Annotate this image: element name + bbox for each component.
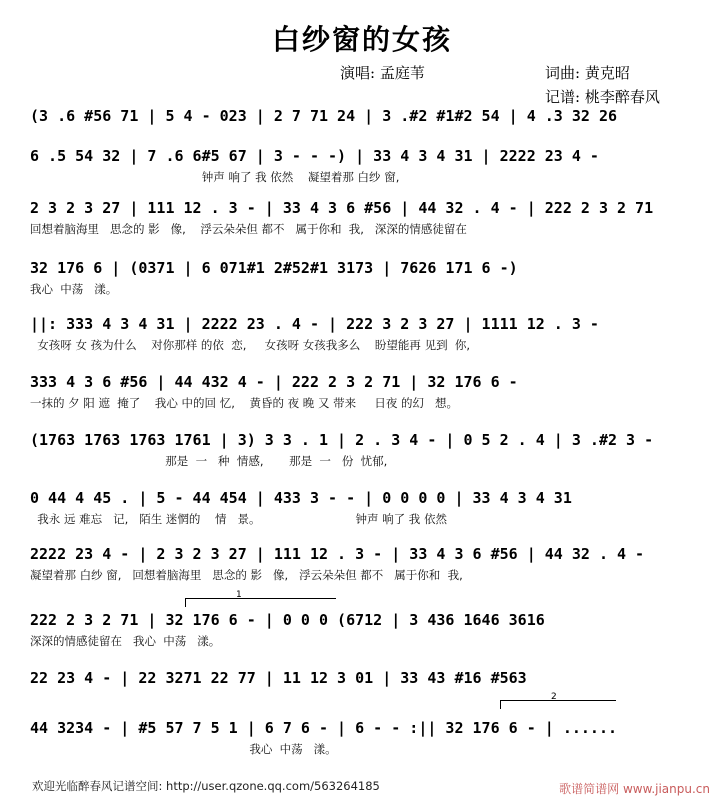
site-watermark: 歌谱简谱网 www.jianpu.cn (559, 782, 710, 796)
second-ending-bracket (500, 692, 616, 709)
notes-line: ||: 333 4 3 4 31 | 2222 23 . 4 - | 222 3 2 3 27 | 1111 12 . 3 - (30, 315, 599, 333)
notes-line: (1763 1763 1763 1761 | 3) 3 3 . 1 | 2 . 3 4 - | 0 5 2 . 4 | 3 .#2 3 - (30, 431, 654, 449)
staff-row-6 (30, 370, 690, 412)
footer-credit: 欢迎光临醉春风记谱空间: http://user.qzone.qq.com/563264185 (32, 779, 380, 793)
notes-line: 22 23 4 - | 22 3271 22 77 | 11 12 3 01 | 33 43 #16 #563 (30, 669, 527, 687)
lyrics-line: 女孩呀 女 孩为什么 对你那样 的依 恋, 女孩呀 女孩我多么 盼望能再 见到 你, (30, 338, 471, 352)
lyrics-line: 我心 中荡 漾。 (30, 742, 337, 756)
lyrics-line: 我心 中荡 漾。 (30, 282, 118, 296)
staff-row-4 (30, 256, 690, 298)
notes-line: (3 .6 #56 71 | 5 4 - 023 | 2 7 71 24 | 3 .#2 #1#2 54 | 4 .3 32 26 (30, 107, 617, 125)
lyrics-line: 钟声 响了 我 依然 凝望着那 白纱 窗, (30, 170, 400, 184)
staff-row-7 (30, 428, 690, 470)
song-title: 白纱窗的女孩 (271, 23, 452, 56)
second-ending-number: 2 (551, 692, 557, 702)
notes-line: 222 2 3 2 71 | 32 176 6 - | 0 0 0 (6712 | 3 436 1646 3616 (30, 611, 545, 629)
first-ending-number: 1 (236, 590, 242, 600)
staff-row-12 (30, 716, 690, 758)
staff-row-8 (30, 486, 690, 528)
singer-credit: 演唱: 孟庭苇 (340, 64, 425, 82)
staff-row-9 (30, 542, 690, 584)
lyrics-line: 凝望着那 白纱 窗, 回想着脑海里 思念的 影 像, 浮云朵朵但 都不 属于你和 我, (30, 568, 463, 582)
notes-line: 44 3234 - | #5 57 7 5 1 | 6 7 6 - | 6 - - :|| 32 176 6 - | ...... (30, 719, 617, 737)
lyrics-line: 回想着脑海里 思念的 影 像, 浮云朵朵但 都不 属于你和 我, 深深的情感徒留在 (30, 222, 467, 236)
staff-row-5 (30, 312, 690, 354)
lyrics-line: 深深的情感徒留在 我心 中荡 漾。 (30, 634, 221, 648)
notes-line: 333 4 3 6 #56 | 44 432 4 - | 222 2 3 2 71 | 32 176 6 - (30, 373, 518, 391)
lyrics-line: 我永 远 难忘 记, 陌生 迷惘的 情 景。 钟声 响了 我 依然 (30, 512, 447, 526)
staff-row-10 (30, 608, 690, 650)
transcriber-credit: 记谱: 桃李醉春风 (545, 88, 660, 106)
notes-line: 0 44 4 45 . | 5 - 44 454 | 433 3 - - | 0 0 0 0 | 33 4 3 4 31 (30, 489, 572, 507)
notes-line: 2 3 2 3 27 | 111 12 . 3 - | 33 4 3 6 #56 | 44 32 . 4 - | 222 2 3 2 71 (30, 199, 654, 217)
staff-row-2 (30, 144, 690, 186)
notes-line: 2222 23 4 - | 2 3 2 3 27 | 111 12 . 3 - | 33 4 3 6 #56 | 44 32 . 4 - (30, 545, 645, 563)
staff-row-3 (30, 196, 690, 238)
staff-row-1 (30, 104, 690, 146)
notes-line: 32 176 6 | (0371 | 6 071#1 2#52#1 3173 | 7626 171 6 -) (30, 259, 518, 277)
first-ending-bracket (185, 590, 336, 607)
lyrics-line: 那是 一 种 情感, 那是 一 份 忧郁, (30, 454, 388, 468)
composer-credit: 词曲: 黄克昭 (545, 64, 630, 82)
lyrics-line: 一抹的 夕 阳 遮 掩了 我心 中的回 忆, 黄昏的 夜 晚 又 带来 日夜 的幻 想。 (30, 396, 459, 410)
notes-line: 6 .5 54 32 | 7 .6 6#5 67 | 3 - - -) | 33 4 3 4 31 | 2222 23 4 - (30, 147, 599, 165)
